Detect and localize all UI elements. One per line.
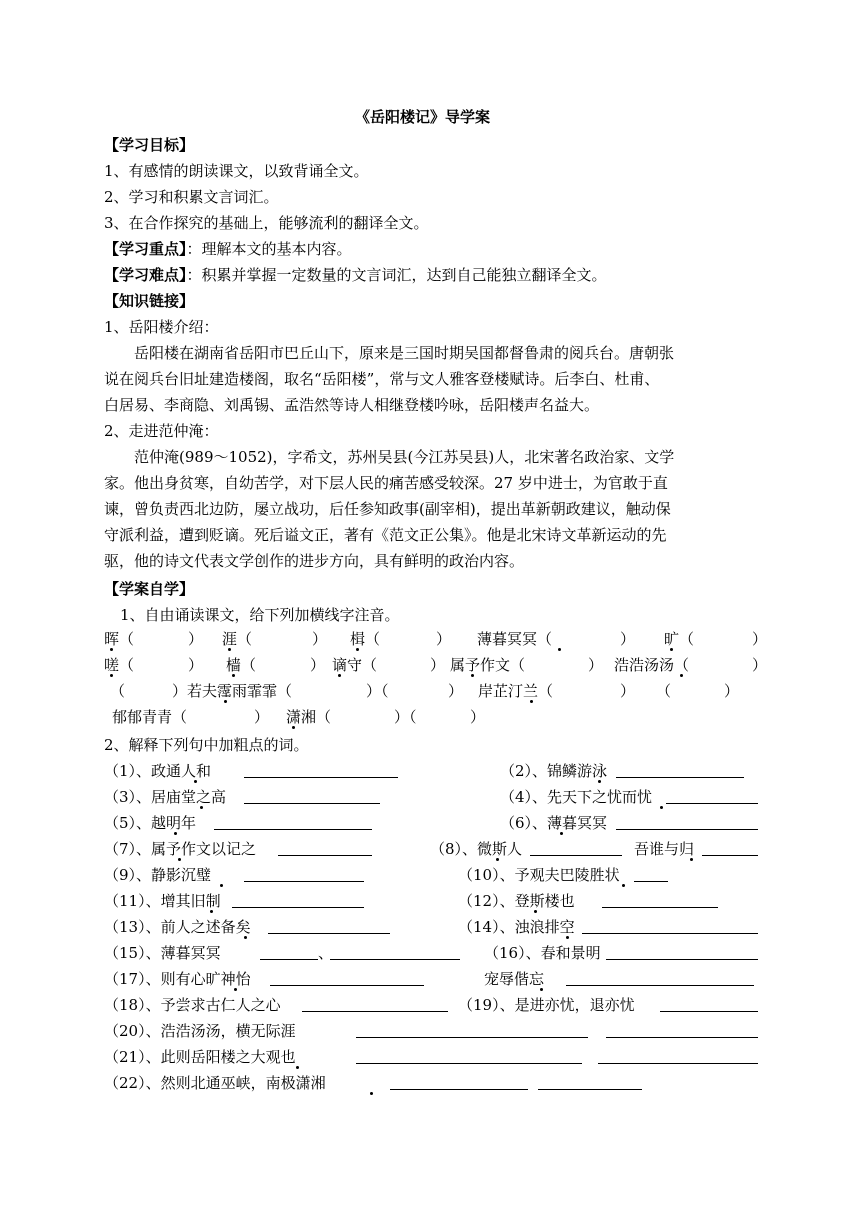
explain-item: 吾谁与归 [634,840,695,858]
pinyin-item: 属予作文（ [450,656,526,674]
pinyin-item: （ [656,682,672,700]
answer-blank[interactable] [356,1022,588,1038]
explain-item: （14）、浊浪排空 [458,918,575,936]
pinyin-item: ） [470,708,486,726]
answer-blank[interactable] [244,762,398,778]
pinyin-item: 旷（ [664,630,695,648]
paragraph-line: 守派利益，遭到贬谪。死后谥文正，著有《范文正公集》。他是北宋诗文革新运动的先 [104,526,667,544]
explain-item: （10）、予观夫巴陵胜状 [458,866,620,884]
explain-item: （20）、浩浩汤汤，横无际涯 [104,1022,296,1040]
pinyin-item: 薄暮冥冥（ [477,630,553,648]
question-1: 1、自由诵读课文，给下列加横线字注音。 [120,606,400,624]
emphasis-dot [690,858,693,861]
answer-blank[interactable] [634,866,668,882]
paragraph-line: 白居易、李商隐、刘禹锡、孟浩然等诗人相继登楼吟咏，岳阳楼声名益大。 [104,396,600,414]
emphasis-dot [210,910,213,913]
answer-blank[interactable] [666,788,758,804]
answer-blank[interactable] [232,892,364,908]
section-title: 1、岳阳楼介绍： [104,318,219,336]
answer-blank[interactable] [244,866,364,882]
pinyin-item: ） [310,656,326,674]
answer-blank[interactable] [538,1074,642,1090]
emphasis-dot [540,988,543,991]
answer-blank[interactable] [330,944,460,960]
paragraph-line: 岳阳楼在湖南省岳阳市巴丘山下，原来是三国时期吴国都督鲁肃的阅兵台。唐朝张 [134,344,675,362]
pinyin-item: 樯（ [226,656,257,674]
pinyin-item: 楫（ [350,630,381,648]
answer-blank[interactable] [702,840,758,856]
emphasis-dot [660,806,663,809]
answer-blank[interactable] [244,788,380,804]
explain-item: （5）、越明年 [104,814,197,832]
emphasis-dot [598,780,601,783]
goals-heading: 【学习目标】 [104,136,195,154]
emphasis-dot [496,858,499,861]
emphasis-dot [220,884,223,887]
pinyin-item: 郁郁青青（ [112,708,188,726]
emphasis-dot [566,936,569,939]
answer-blank[interactable] [356,1048,582,1064]
explain-item: （13）、前人之述备矣 [104,918,251,936]
explain-item: （9）、静影沉璧 [104,866,212,884]
explain-item: （11）、增其旧制 [104,892,221,910]
separator: 、 [318,944,334,962]
pinyin-item: ） [724,682,740,700]
emphasis-dot [560,832,563,835]
emphasis-dot [558,648,561,651]
emphasis-dot [370,1092,373,1095]
explain-item: （17）、则有心旷神怡 [104,970,251,988]
pinyin-item: ） [620,682,636,700]
key-point [104,238,352,259]
page-title: 《岳阳楼记》导学案 [355,108,491,126]
explain-item: （1）、政通人和 [104,762,212,780]
pinyin-item: ） [448,682,464,700]
answer-blank[interactable] [616,762,744,778]
emphasis-dot [178,858,181,861]
explain-item: （6）、薄暮冥冥 [500,814,608,832]
answer-blank[interactable] [616,814,758,830]
explain-item: （12）、登斯楼也 [458,892,575,910]
emphasis-dot [110,648,113,651]
explain-item: （7）、属予作文以记之 [104,840,257,858]
emphasis-dot [228,648,231,651]
answer-blank[interactable] [214,814,372,830]
answer-blank[interactable] [260,944,318,960]
emphasis-dot [471,674,474,677]
key-point-text: ：理解本文的基本内容。 [186,240,352,258]
emphasis-dot [356,648,359,651]
pinyin-item: 晖（ [104,630,135,648]
emphasis-dot [174,832,177,835]
answer-blank[interactable] [268,918,390,934]
explain-item: （19）、是进亦忧，退亦忧 [458,996,635,1014]
emphasis-dot [200,806,203,809]
emphasis-dot [232,674,235,677]
pinyin-item: （ [110,682,126,700]
emphasis-dot [534,910,537,913]
explain-item: （16）、春和景明 [484,944,601,962]
goal-item: 3、在合作探究的基础上，能够流利的翻译全文。 [104,214,429,232]
pinyin-item: ）（ [366,682,389,700]
answer-blank[interactable] [566,970,754,986]
paragraph-line: 家。他出身贫寒，自幼苦学，对下层人民的痛苦感受较深。27 岁中进士，为官敢于直 [104,474,668,492]
explain-item: 宠辱偕忘 [484,970,545,988]
answer-blank[interactable] [390,1074,528,1090]
emphasis-dot [670,648,673,651]
explain-item: （8）、微斯人 [430,840,523,858]
pinyin-item: ） [188,656,204,674]
difficulty-label: 【学习难点】 [104,266,187,284]
paragraph-line: 驱，他的诗文代表文学创作的进步方向，具有鲜明的政治内容。 [104,552,525,570]
pinyin-item: ） [312,630,328,648]
key-point-label: 【学习重点】 [104,240,187,258]
knowledge-heading: 【知识链接】 [104,292,195,310]
pinyin-item: 潇湘（ [286,708,332,726]
explain-item: （15）、薄暮冥冥 [104,944,221,962]
pinyin-item: ） [430,656,446,674]
pinyin-item: 嗟（ [104,656,135,674]
explain-item: （18）、予尝求古仁人之心 [104,996,281,1014]
emphasis-dot [244,936,247,939]
answer-blank[interactable] [278,840,372,856]
answer-blank[interactable] [530,840,622,856]
emphasis-dot [234,988,237,991]
pinyin-item: ） [188,630,204,648]
emphasis-dot [530,700,533,703]
answer-blank[interactable] [602,892,718,908]
explain-item: （21）、此则岳阳楼之大观也 [104,1048,296,1066]
paragraph-line: 说在阅兵台旧址建造楼阁，取名“岳阳楼”，常与文人雅客登楼赋诗。后李白、杜甫、 [104,370,660,388]
explain-item: （4）、先天下之忧而忧 [500,788,653,806]
emphasis-dot [224,700,227,703]
answer-blank[interactable] [582,918,758,934]
emphasis-dot [292,726,295,729]
paragraph-line: 谏，曾负责西北边防，屡立战功，后任参知政事(副宰相)，提出革新朝政建议，触动保 [104,500,671,518]
emphasis-dot [296,1066,299,1069]
pinyin-item: ）若夫霪雨霏霏（ [172,682,293,700]
pinyin-item: 浩浩汤汤（ [614,656,690,674]
pinyin-item: ） [620,630,636,648]
goal-item: 1、有感情的朗读课文，以致背诵全文。 [104,162,369,180]
pinyin-item: ） [752,656,768,674]
pinyin-item: 谪守（ [332,656,378,674]
difficulty-text: ：积累并掌握一定数量的文言词汇，达到自己能独立翻译全文。 [186,266,607,284]
answer-blank[interactable] [660,996,758,1012]
pinyin-item: ） [588,656,604,674]
pinyin-item: 岸芷汀兰（ [478,682,554,700]
pinyin-item: ）（ [394,708,417,726]
explain-item: （3）、居庙堂之高 [104,788,227,806]
goal-item: 2、学习和积累文言词汇。 [104,188,279,206]
section-title: 2、走进范仲淹： [104,422,219,440]
explain-item: （22）、然则北通巫峡，南极潇湘 [104,1074,326,1092]
answer-blank[interactable] [606,1022,758,1038]
explain-item: （2）、锦鳞游泳 [500,762,608,780]
answer-blank[interactable] [598,1048,758,1064]
pinyin-item: 涯（ [222,630,253,648]
emphasis-dot [622,884,625,887]
emphasis-dot [194,780,197,783]
pinyin-item: ） [254,708,270,726]
emphasis-dot [110,674,113,677]
pinyin-item: ） [436,630,452,648]
self-study-heading: 【学案自学】 [104,580,195,598]
difficulty [104,264,607,285]
answer-blank[interactable] [606,944,758,960]
emphasis-dot [338,674,341,677]
question-2: 2、解释下列句中加粗点的词。 [104,736,309,754]
paragraph-line: 范仲淹(989～1052)，字希文，苏州吴县(今江苏吴县)人，北宋著名政治家、文学 [134,448,675,466]
answer-blank[interactable] [270,970,424,986]
answer-blank[interactable] [302,996,448,1012]
emphasis-dot [680,674,683,677]
pinyin-item: ） [752,630,768,648]
